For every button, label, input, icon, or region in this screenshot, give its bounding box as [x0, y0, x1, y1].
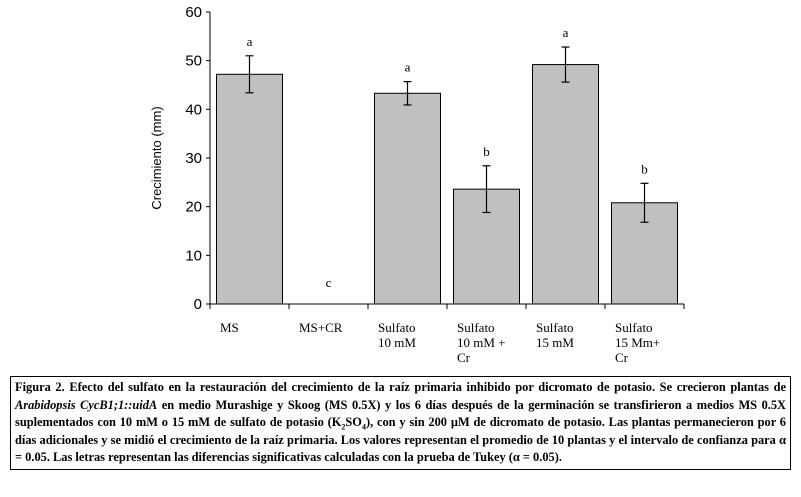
bar — [533, 65, 599, 304]
category-label: Sulfato — [457, 320, 495, 335]
category-label: Cr — [457, 350, 470, 365]
category-label: 10 mM + — [457, 335, 506, 350]
caption-part-2: en medio Murashige y Skoog (MS 0.5X) y los 6 días después de la germinación se transfirieron a medios MS 0.5X suplementados con 10 mM o 15 mM de sulfato de potasio (K — [15, 397, 787, 430]
bar — [375, 93, 441, 304]
significance-letter: a — [404, 59, 411, 75]
significance-letter: b — [483, 143, 490, 159]
category-label: MS+CR — [299, 320, 343, 335]
y-tick-label: 50 — [185, 52, 202, 70]
significance-letter: c — [325, 275, 332, 290]
significance-letter: a — [562, 25, 569, 41]
y-tick-label: 60 — [185, 4, 202, 21]
caption-subscript-2: 4 — [361, 422, 366, 432]
category-label: Cr — [615, 350, 628, 365]
bar — [217, 74, 283, 304]
figure-caption — [10, 376, 791, 470]
caption-part-4: ), con y sin 200 µM de dicromato de potasio. Las plantas permanecieron por 6 días adicionales y se midió el crecimiento de la raíz primaria. Los valores representan el promedio de 10 plantas y el intervalo de confianza para α = 0.05. Las letras representan las diferencias significativas calculadas con la prueba de Tukey (α = 0.05). — [15, 415, 786, 465]
y-tick-label: 0 — [193, 296, 202, 313]
bars — [217, 47, 678, 304]
category-label: Sulfato — [615, 320, 653, 335]
y-tick-label: 40 — [185, 101, 202, 119]
caption-part-3: SO — [345, 415, 362, 430]
y-tick-label: 20 — [185, 198, 202, 216]
caption-species: Arabidopsis CycB1;1::uidA — [15, 397, 158, 412]
significance-letter: a — [246, 33, 253, 49]
caption-subscript-1: 2 — [341, 422, 346, 432]
category-label: Sulfato — [378, 320, 416, 335]
y-tick-label: 30 — [185, 150, 202, 167]
y-tick-label: 10 — [185, 247, 202, 265]
category-label: Sulfato — [536, 320, 574, 335]
category-label: 15 Mm+ — [615, 335, 661, 350]
category-label: 15 mM — [536, 335, 574, 350]
y-axis-label: Crecimiento (mm) — [149, 106, 164, 210]
category-label: 10 mM — [378, 335, 416, 350]
caption-part-1: Figura 2. Efecto del sulfato en la restauración del crecimiento de la raíz primaria inhibido por dicromato de potasio. Se crecieron plantas de — [15, 380, 786, 394]
significance-letter: b — [641, 161, 648, 177]
category-label: MS — [220, 320, 239, 335]
